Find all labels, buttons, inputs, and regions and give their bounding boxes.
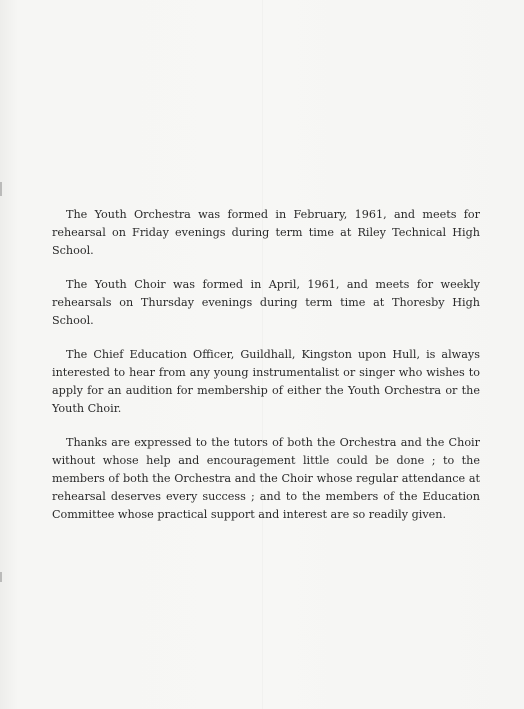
- paragraph-orchestra: The Youth Orchestra was formed in February, 1961, and meets for rehearsal on Friday evenings during term time at Riley Technical High School.: [52, 208, 480, 257]
- paragraph-thanks: Thanks are expressed to the tutors of both the Orchestra and the Choir without whose help and encouragement little could be done ; to the members of both the Orchestra and the Choir whose regular attendance at rehearsal deserves every success ; and to the members of the Education Committee whose practical support and interest are so readily given.: [52, 436, 480, 521]
- edge-mark: [0, 182, 2, 196]
- paragraph-audition: The Chief Education Officer, Guildhall, Kingston upon Hull, is always interested to hear from any young instrumentalist or singer who wishes to apply for an audition for membership of either the Youth Orchestra or the Youth Choir.: [52, 348, 480, 415]
- body-text: [52, 206, 480, 540]
- paragraph-choir: The Youth Choir was formed in April, 1961, and meets for weekly rehearsals on Thursday evenings during term time at Thoresby High School.: [52, 278, 480, 327]
- edge-mark: [0, 572, 2, 582]
